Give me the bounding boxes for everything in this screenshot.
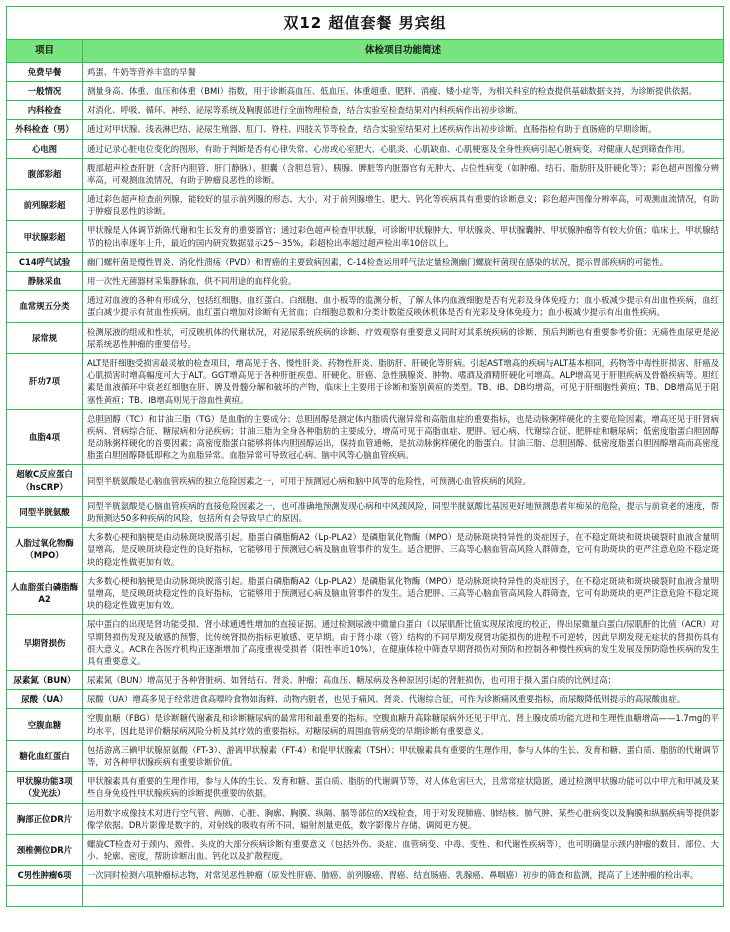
health-package-table [6, 39, 724, 907]
row-item-description: 包括游离三碘甲状腺原氨酸（FT-3）、游离甲状腺素（FT-4）和促甲状腺素（TSH）；甲状腺素具有重要的生理作用，参与人体的生长、发育和糖、蛋白质、脂肪的代谢调节等，对各种甲状腺疾病有重要诊断价值。 [83, 740, 724, 771]
table-row [7, 62, 724, 81]
table-row [7, 272, 724, 291]
table-row [7, 353, 724, 409]
table-row [7, 834, 724, 865]
table-row [7, 101, 724, 120]
row-item-description: 鸡蛋、牛奶等营养丰富的早餐 [83, 62, 724, 81]
table-row [7, 671, 724, 690]
row-item-name: 血脂4项 [7, 409, 83, 465]
table-row [7, 690, 724, 709]
row-item-description: 螺旋CT检查对于颈内、颈骨、头皮的大部分疾病诊断有重要意义（包括外伤、炎症、血管病变、中毒、变性、和代谢性疾病等），也可明确显示颈内肿瘤的数目、部位、大小、轮廓、密度，帮助诊断出血、钙化以及扩散程度。 [83, 834, 724, 865]
row-item-description: 甲状腺素具有重要的生理作用，参与人体的生长、发育和糖、蛋白质、脂肪的代谢调节等，对人体危害巨大，且常常症状隐匿，通过检测甲状腺功能可以中甲亢和甲减及某些自身免疫性甲状腺疾病的诊断提供重要的依据。 [83, 772, 724, 803]
row-item-description: 总胆固醇（TC）和甘油三脂（TG）是血脂的主要成分；总胆固醇是测定体内脂质代谢异常和高脂血症的重要指标，也是动脉粥样硬化的主要危险因素，增高还见于肝肾病疾病、肾病综合征、糖尿病和分泌疾病；甘油三脂为全身各种脂肪的主要成分，增高可见于高脂血症、肥胖、冠心病、代谢综合征、肥胖症和糖尿病；低密度脂蛋白胆固醇是动脉粥样硬化的首要因素；高密度脂蛋白能够将体内胆固醇运出，保持血管通畅，是抗动脉粥样硬化的脂蛋白。甘油三脂、总胆固醇、低密度脂蛋白胆固醇增高而高密度脂蛋白胆固醇降低即称之为血脂异常。血脂异常可导致冠心病、脑中风等心脑血管疾病。 [83, 409, 724, 465]
row-item-description: 尿中蛋白的出现是肾功能受损、肾小球通透性增加的直接证据。通过检测尿液中微量白蛋白（以尿肌酐比值实现尿浓度的校正，得出尿微量白蛋白/尿肌酐的比值（ACR）对早期肾损伤发现及敏感的预警，比传统肾损伤指标更敏感、更早期。由于肾小球（管）结构的不同早期发现肾功能损伤的进程不可逆转，因此早期发现无症状的肾损伤具有很大意义。ACR在各医疗机构正逐渐增加了高度重视受损者（阳性率近10%），在健康体检中筛查早期肾损伤对预防和控制各种慢性疾病的发生发展及预防隐性疾病的发生具有重要意义。 [83, 615, 724, 671]
table-row [7, 81, 724, 100]
row-item-name: 尿常规 [7, 322, 83, 353]
row-item-name: 同型半胱氨酸 [7, 496, 83, 527]
table-row [7, 465, 724, 496]
row-item-description: 大多数心梗和脑梗是由动脉斑块脱落引起。脂蛋白磷脂酶A2（Lp-PLA2）是磷脂氧化物酶（MPO）是动脉斑块特异性的炎症因子，在不稳定斑块和斑块破裂时血液含量明显增高，是反映斑块稳定性的良好指标，它能够用于预测冠心病及脑血管事件的发生。适合肥胖、三高等心脑血管高风险人群筛查，它可有助斑块的更严注意危险不稳定斑块的稳定性做更加有效。 [83, 571, 724, 615]
table-head [7, 40, 724, 63]
row-item-name: 早期肾损伤 [7, 615, 83, 671]
row-item-name: 胸部正位DR片 [7, 803, 83, 834]
row-item-description: 幽门螺杆菌是慢性胃炎、消化性溃疡（PVD）和胃癌的主要致病因素，C-14检查运用呼气法定量检测幽门螺旋杆菌现在感染的状况，提示胃部疾病的可能性。 [83, 252, 724, 271]
row-item-name: 前列腺彩超 [7, 190, 83, 221]
row-item-name: 内科检查 [7, 101, 83, 120]
table-row [7, 803, 724, 834]
row-item-name: 空腹血糖 [7, 709, 83, 740]
table-row [7, 409, 724, 465]
row-item-description: 空腹血糖（FBG）是诊断糖代谢紊乱和诊断糖尿病的最常用和最重要的指标。空腹血糖升高除糖尿病外还见于甲亢、肾上腺皮质功能亢进和生理性血糖增高——1.7mg的平均水平，因此是评价糖尿病风险分析及其疗效的重要指标。对糖尿病的周围血管病变的早期诊断有重要意义。 [83, 709, 724, 740]
row-item-description: 甲状腺是人体调节新陈代谢和生长发育的重要器官；通过彩色超声检查甲状腺，可诊断甲状腺肿大、甲状腺炎、甲状腺囊肿、甲状腺肿瘤等有较大价值；临床上，甲状腺结节的检出率逐年上升，最近的国内研究数据显示25～35%，彩超检出率超过超声检出率10倍以上。 [83, 221, 724, 252]
row-item-description: 尿酸（UA）增高多见于经常进食高嘌呤食物如海鲜、动物内脏者，也见于痛风、肾炎、代谢综合征，可作为诊断痛风重要指标，而尿酸降低则提示的高尿酸血症。 [83, 690, 724, 709]
row-item-name: C14呼气试验 [7, 252, 83, 271]
spacer-cell-left [7, 885, 83, 906]
row-item-description: ALT是肝细胞受损害最灵敏的检查项目，增高见于各、慢性肝炎、药物性肝炎、脂肪肝、肝硬化等肝病。引起AST增高的疾病与ALT基本相同，药物等中毒性肝损害、肝癌及心肌损害时增高幅度可大于ALT。GGT增高见于各种肝脏疾患、肝硬化、肝癌、急性胰腺炎、肿物、嗜酒及酒精肝硬化可增高。ALP增高见于肝胆疾病及骨骼疾病等。胆红素是血液循环中衰老红细胞在肝、脾及骨髓分解和破坏的产物，临床上主要用于诊断和鉴别黄疸的类型。TB、IB、DB均增高，可见于肝细胞性黄疸；TB、DB增高见于阻塞性黄疸；TB、IB增高则见于溶血性黄疸。 [83, 353, 724, 409]
table-row [7, 866, 724, 885]
column-header-description: 体检项目功能简述 [83, 40, 724, 63]
row-item-description: 通过对血液的各种有形成分，包括红细胞、血红蛋白、白细胞、血小板等的监测分析，了解人体内血液细胞是否有光彩及身体免疫力；血小板减少提示有出血性疾病，血红蛋白减少提示有贫血性疾病。血红蛋白增加对诊断有无贫血；白细胞总数和分类计数能反映休机体是否有光彩及身体免疫力；血小板减少提示有出血性疾病。 [83, 291, 724, 322]
table-row [7, 772, 724, 803]
row-item-description: 用一次性无菌器材采集静脉血，供不同用途的血样化验。 [83, 272, 724, 291]
row-item-description: 大多数心梗和脑梗是由动脉斑块脱落引起。脂蛋白磷脂酶A2（Lp-PLA2）是磷脂氧化物酶（MPO）是动脉斑块特异性的炎症因子，在不稳定斑块和斑块破裂时血液含量明显增高，是反映斑块稳定性的良好指标，它能够用于预测冠心病及脑血管事件的发生。适合肥胖、三高等心脑血管高风险人群筛查，它可有助斑块的更严注意危险不稳定斑块的稳定性做更加有效。 [83, 528, 724, 572]
row-item-description: 一次同时检测六项肿瘤标志物，对常见恶性肿瘤（原发性肝癌、肺癌、前列腺癌、胃癌、结直肠癌、乳腺癌、鼻咽癌）初步的筛查和监测，提高了上述肿瘤的检出率。 [83, 866, 724, 885]
row-item-name: 外科检查（男） [7, 120, 83, 139]
table-row [7, 528, 724, 572]
table-header-row [7, 40, 724, 63]
row-item-description: 运用数字成像技术对进行空气管、两肺、心脏、胸廓、胸膜、纵隔、膈等部位的X线检查，用于对发现肺癌、肺结核、肺气肿、某些心脏病变以及胸膜和纵膈疾病等提供影像学依据。DR片影像是数字的，对射线的吸收有所不同，辐射剂量更低，数字影像片存储、调阅更方便。 [83, 803, 724, 834]
table-row [7, 190, 724, 221]
row-item-name: 腹部彩超 [7, 158, 83, 189]
row-item-name: 尿素氮（BUN） [7, 671, 83, 690]
table-row [7, 615, 724, 671]
row-item-description: 测量身高、体重、血压和体重（BMI）指数，用于诊断高血压、低血压、体重超重、肥胖、消瘦、矮小症等，为相关科室的检查提供基础数据支持，为诊断提供依据。 [83, 81, 724, 100]
row-item-description: 通过对甲状腺、浅表淋巴结、泌尿生殖器、肛门、脊柱、四肢关节等检查，结合实验室结果对上述疾病作出初步诊断。直肠指检有助于直肠癌的早期诊断。 [83, 120, 724, 139]
row-item-name: 心电图 [7, 139, 83, 158]
table-row [7, 139, 724, 158]
row-item-description: 尿素氮（BUN）增高见于各种肾脏病、如肾结石、肾炎、肿瘤；高血压、糖尿病及各种原因引起的肾脏损伤，也可用于摄入蛋白质的比例过高； [83, 671, 724, 690]
row-item-description: 对消化、呼吸、循环、神经、泌尿等系统及胸腹部进行全面物理检查，结合实验室检查结果对内科疾病作出初步诊断。 [83, 101, 724, 120]
row-item-description: 同型半胱氨酸是心脑血管疾病的直接危险因素之一，也可准确地预测发现心病和中风颈风险，同型半胱氨酸比基因更好地预测患者年痴呆的危险，提示与前衰老的速度，帮助预测达50多种疾病的风险，包括所有会导致早亡的原因。 [83, 496, 724, 527]
row-item-name: 静脉采血 [7, 272, 83, 291]
row-item-name: 人脂过氧化物酶（MPO） [7, 528, 83, 572]
table-row [7, 571, 724, 615]
row-item-name: 颈椎侧位DR片 [7, 834, 83, 865]
row-item-name: 超敏C反应蛋白（hsCRP） [7, 465, 83, 496]
table-row [7, 709, 724, 740]
table-row [7, 158, 724, 189]
table-row [7, 322, 724, 353]
row-item-name: 免费早餐 [7, 62, 83, 81]
row-item-name: 肝功7项 [7, 353, 83, 409]
row-item-description: 通过彩色超声检查前列腺，能较好的显示前列腺的形态、大小，对于前列腺增生、肥大、钙化等疾病具有重要的诊断意义；彩色超声图像分辨率高，可观测血流情况，有助于肿瘤良恶性的诊断。 [83, 190, 724, 221]
column-header-item: 项目 [7, 40, 83, 63]
table-row [7, 120, 724, 139]
table-row [7, 291, 724, 322]
page-title: 双12 超值套餐 男宾组 [6, 6, 724, 40]
row-item-description: 通过记录心脏电位变化的图形，有助于判断是否有心律失常、心房或心室肥大、心肌炎、心肌缺血、心肌梗塞及全身性疾病引起心脏病变，对健康人起到筛查作用。 [83, 139, 724, 158]
row-item-name: C男性肿瘤6项 [7, 866, 83, 885]
table-row [7, 221, 724, 252]
spacer-cell-right [83, 885, 724, 906]
row-item-description: 检测尿液的组成和性状，可反映机体的代谢状况，对泌尿系统疾病的诊断、疗效观察有重要意义同时对其系统疾病的诊断、预后判断也有重要参考价值；无痛性血尿更是泌尿系统恶性肿瘤的重要信号。 [83, 322, 724, 353]
row-item-name: 一般情况 [7, 81, 83, 100]
row-item-description: 同型半胱氨酸是心脑血管疾病的独立危险因素之一，可用于预测冠心病和脑中风等的危险性，可预测心血管疾病的风险。 [83, 465, 724, 496]
row-item-name: 血常规五分类 [7, 291, 83, 322]
table-row [7, 252, 724, 271]
table-row [7, 740, 724, 771]
table-spacer-row [7, 885, 724, 906]
table-row [7, 496, 724, 527]
row-item-name: 尿酸（UA） [7, 690, 83, 709]
row-item-name: 甲状腺彩超 [7, 221, 83, 252]
row-item-name: 人血脂蛋白磷脂酶A2 [7, 571, 83, 615]
row-item-description: 腹部超声检查肝脏（含肝内胆管、肝门静脉）、胆囊（含胆总管）、胰腺、脾脏等内脏器官有无肿大、占位性病变（如肿瘤、结石、脂肪肝及肝硬化等）；彩色超声图像分辨率高，可观测血流情况，有助于肿瘤良恶性的诊断。 [83, 158, 724, 189]
row-item-name: 糖化血红蛋白 [7, 740, 83, 771]
table-body [7, 62, 724, 906]
row-item-name: 甲状腺功能3项（发光法） [7, 772, 83, 803]
